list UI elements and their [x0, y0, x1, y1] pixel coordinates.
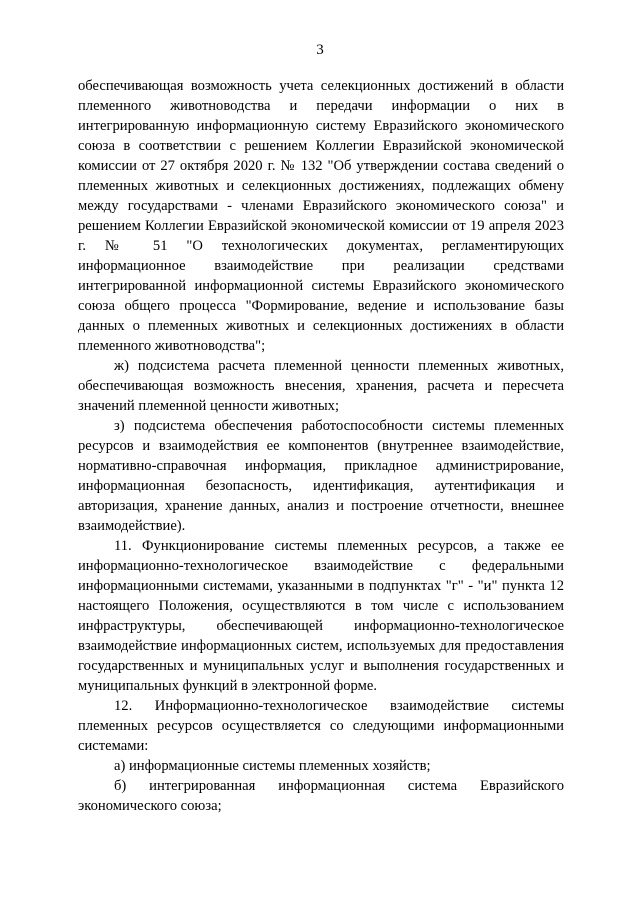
paragraph-clause-12: 12. Информационно-технологическое взаимодействие системы племенных ресурсов осуществляется со следующими информационными системами: [78, 698, 564, 754]
paragraph-clause-11: 11. Функционирование системы племенных ресурсов, а также ее информационно-технологическое взаимодействие с федеральными информационными системами, указанными в подпунктах "г" - "и" пункта 12 настоящего Положения, осуществляются в том числе с использованием инфраструктуры, обеспечивающей информационно-технологическое взаимодействие информационных систем, используемых для предоставления государственных и муниципальных услуг и выполнения государственных и муниципальных функций в электронной форме. [78, 538, 564, 694]
paragraph-item-zh: ж) подсистема расчета племенной ценности племенных животных, обеспечивающая возможность внесения, хранения, расчета и пересчета значений племенной ценности животных; [78, 358, 564, 414]
paragraph-item-a: а) информационные системы племенных хозяйств; [114, 758, 431, 774]
page-number: 3 [316, 42, 324, 58]
paragraph-continuation: обеспечивающая возможность учета селекционных достижений в области племенного животноводства и передачи информации о них в интегрированную информационную систему Евразийского экономического союза в соответствии с решением Коллегии Евразийской экономической комиссии от 27 октября 2020 г. № 132 "Об утверждении состава сведений о племенных животных и селекционных достижениях, подлежащих обмену между государствами - членами Евразийского экономического союза" и решением Коллегии Евразийской экономической комиссии от 19 апреля 2023 г. № 51 "О технологических документах, регламентирующих информационное взаимодействие при реализации средствами интегрированной информационной системы Евразийского экономического союза общего процесса "Формирование, ведение и использование базы данных о племенных животных и селекционных достижениях в области племенного животноводства"; [78, 78, 564, 354]
paragraph-item-z: з) подсистема обеспечения работоспособности системы племенных ресурсов и взаимодействия ее компонентов (внутреннее взаимодействие, нормативно-справочная информация, прикладное администрирование, информационная безопасность, идентификация, аутентификация и авторизация, хранение данных, анализ и построение отчетности, внешнее взаимодействие). [78, 418, 564, 534]
paragraph-item-b: б) интегрированная информационная система Евразийского экономического союза; [78, 778, 564, 814]
document-body [78, 76, 564, 816]
